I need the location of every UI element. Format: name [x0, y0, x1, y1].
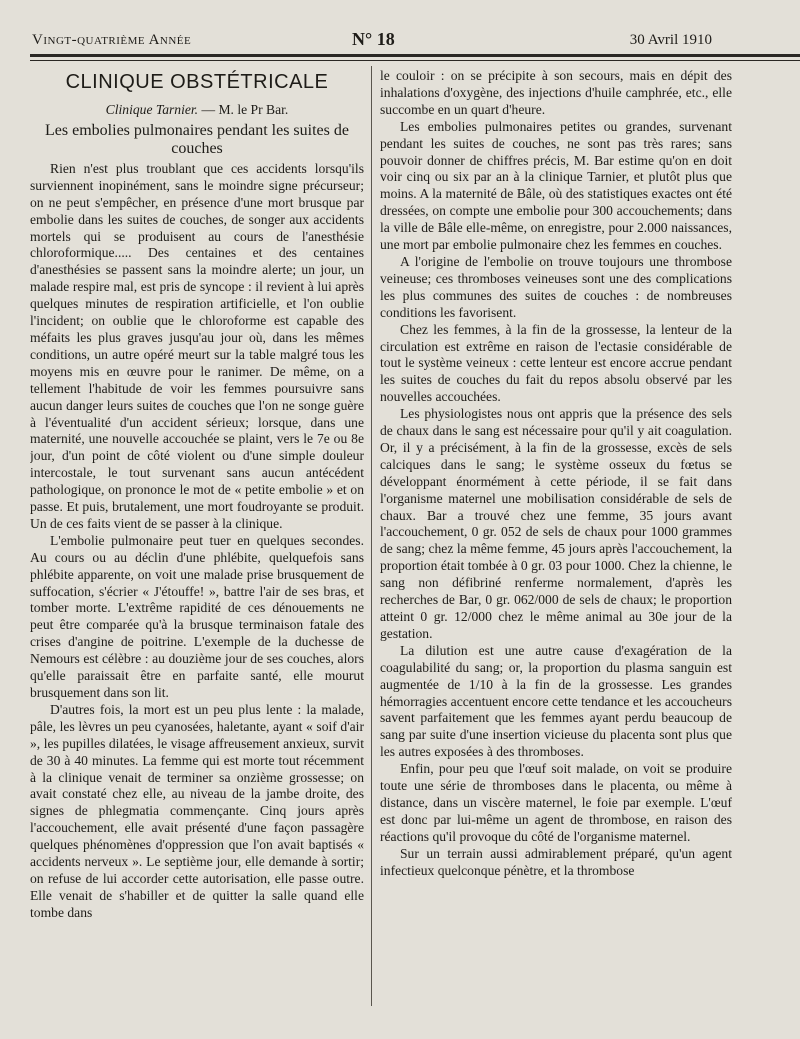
right-paragraph-4: Chez les femmes, à la fin de la grossesse, la lenteur de la circulation est extrême en raison de l'ectasie considérable de tout le système veineux : cette lenteur est encore accrue pendant les suites de couches du fait du repos absolu observé par les nouvelles accouchées. [380, 321, 732, 405]
header-issue-number: N° 18 [352, 29, 395, 49]
byline-author: — M. le Pr Bar. [198, 102, 289, 117]
column-divider [371, 66, 372, 1006]
page-header [32, 30, 712, 56]
left-paragraph-1: Rien n'est plus troublant que ces accidents lorsqu'ils surviennent inopinément, sans le moindre signe précurseur; on ne peut s'empêcher, en présence d'une mort brusque par embolie dans les suites de couches, de songer aux accidents mortels qui se produisent au cours de l'anesthésie chloroformique..... Des centaines et des centaines d'anesthésies se passent sans la moindre alerte; un jour, un malade respire mal, est pris de syncope : il revient à lui après quelques minutes de respiration artificielle, et l'on oublie l'incident; on oublie que le chloroforme est capable des méfaits les plus graves jusqu'au jour où, dans les mêmes conditions, un autre opéré meurt sur la table malgré tous les moyens mis en œuvre pour le ranimer. De même, on a tellement l'habitude de voir les femmes poursuivre sans aucun danger leurs suites de couches que l'on ne songe guère à l'éventualité d'un accident sérieux; lorsque, dans une maternité, une nouvelle accouchée se plaint, vers le 7e ou 8e jour, d'un point de côté violent ou d'une simple douleur intercostale, le tout survenant sans aucun antécédent pathologique, on prononce le mot de « petite embolie » et on passe. Et puis, brutalement, une mort foudroyante se produit. Un de ces faits vient de se passer à la clinique. [30, 160, 364, 531]
right-paragraph-8: Sur un terrain aussi admirablement préparé, qu'un agent infectieux quelconque pénètre, et la thrombose [380, 845, 732, 878]
left-paragraph-2: L'embolie pulmonaire peut tuer en quelques secondes. Au cours ou au déclin d'une phlébite, quelquefois sans phlébite apparente, on voit une malade prise brusquement de suffocation, s'écrier « J'étouffe! », battre l'air de ses bras, et tomber morte. L'extrême rapidité de ces dénouements ne peut être comparée qu'à la brusque terminaison fatale des crises d'angine de poitrine. L'exemple de la duchesse de Nemours est célèbre : au douzième jour de ses couches, alors qu'elle paraissait être en parfaite santé, elle mourut brusquement dans son lit. [30, 532, 364, 700]
header-date: 30 Avril 1910 [629, 32, 712, 48]
right-column [380, 68, 732, 1018]
header-rule-thick [30, 54, 800, 57]
right-paragraph-3: A l'origine de l'embolie on trouve toujours une thrombose veineuse; ces thromboses veineuses sont une des complications les plus communes des suites de couches : de nombreuses conditions les favorisent. [380, 253, 732, 320]
byline [30, 102, 364, 119]
left-column [30, 66, 364, 1016]
section-title: CLINIQUE OBSTÉTRICALE [65, 71, 329, 93]
left-paragraph-3: D'autres fois, la mort est un peu plus lente : la malade, pâle, les lèvres un peu cyanosées, haletante, ayant « soif d'air », les pupilles dilatées, le visage affreusement anxieux, survit de 30 à 40 minutes. La femme qui est morte tout récemment à la clinique venait de terminer sa onzième grossesse; on avait constaté chez elle, au niveau de la jambe droite, des signes de phlegmatia commençante. Cinq jours après l'accouchement, elle avait présenté d'une façon passagère quelques phénomènes d'oppression que l'on avait baptisés « accidents nerveux ». Le septième jour, elle demande à sortir; on refuse de lui accorder cette autorisation, elle passe outre. Elle venait de s'habiller et de quitter la salle quand elle tombe dans [30, 701, 364, 920]
right-paragraph-7: Enfin, pour peu que l'œuf soit malade, on voit se produire toute une série de thromboses dans le placenta, ou même à distance, dans un viscère maternel, le foie par exemple. L'œuf est donc par lui-même un agent de thrombose, en raison des réactions qu'il provoque du côté de l'organisme maternel. [380, 761, 732, 844]
header-year: Vingt-quatrième Année [32, 32, 192, 48]
right-paragraph-6: La dilution est une autre cause d'exagération de la coagulabilité du sang; or, la proportion du plasma sanguin est augmentée de 1/10 à la fin de la grossesse. Les grandes hémorragies accentuent encore cette tendance et les accoucheurs savent parfaitement que les femmes ayant perdu beaucoup de sang par suite d'une insertion vicieuse du placenta sont plus que les autres exposées à des thromboses. [380, 642, 732, 760]
article-title: Les embolies pulmonaires pendant les suites de couches [45, 121, 349, 157]
header-rule-thin [30, 60, 800, 61]
right-paragraph-5: Les physiologistes nous ont appris que la présence des sels de chaux dans le sang est nécessaire pour qu'il y ait coagulation. Or, il y a précisément, à la fin de la grossesse, excès de sels calciques dans le sang; le système osseux du fœtus se développant énormément à cette période, il se fait dans l'organisme maternel une mobilisation considérable de sels de chaux. Bar a trouvé chez une femme, 35 jours avant l'accouchement, 0 gr. 052 de sels de chaux pour 1000 grammes de sang; chez la même femme, 45 jours après l'accouchement, la proportion était tombée à 0 gr. 03 pour 1000. Chez la chienne, le sang non défibriné renferme normalement, d'après les recherches de Bar, 0 gr. 062/000 de sels de chaux; le proportion atteint 0 gr. 12/000 chez le même animal au 30e jour de la gestation. [380, 406, 732, 641]
byline-clinic: Clinique Tarnier. [105, 102, 199, 117]
right-paragraph-1: le couloir : on se précipite à son secours, mais en dépit des inhalations d'oxygène, des injections d'huile camphrée, etc., elle succombe en un quart d'heure. [380, 68, 732, 117]
right-paragraph-2: Les embolies pulmonaires petites ou grandes, survenant pendant les suites de couches, ne sont pas très rares; sans pouvoir donner de chiffres précis, M. Bar estime qu'on en doit voir cinq ou six par an à la clinique Tarnier, et plutôt plus que moins. A la maternité de Bâle, où des statistiques exactes ont été dressées, on compte une embolie pour 300 accouchements; dans la ville de Bâle elle-même, on enregistre, pour 2.000 naissances, une mort par embolie pulmonaire chez les femmes en couches. [380, 118, 732, 253]
